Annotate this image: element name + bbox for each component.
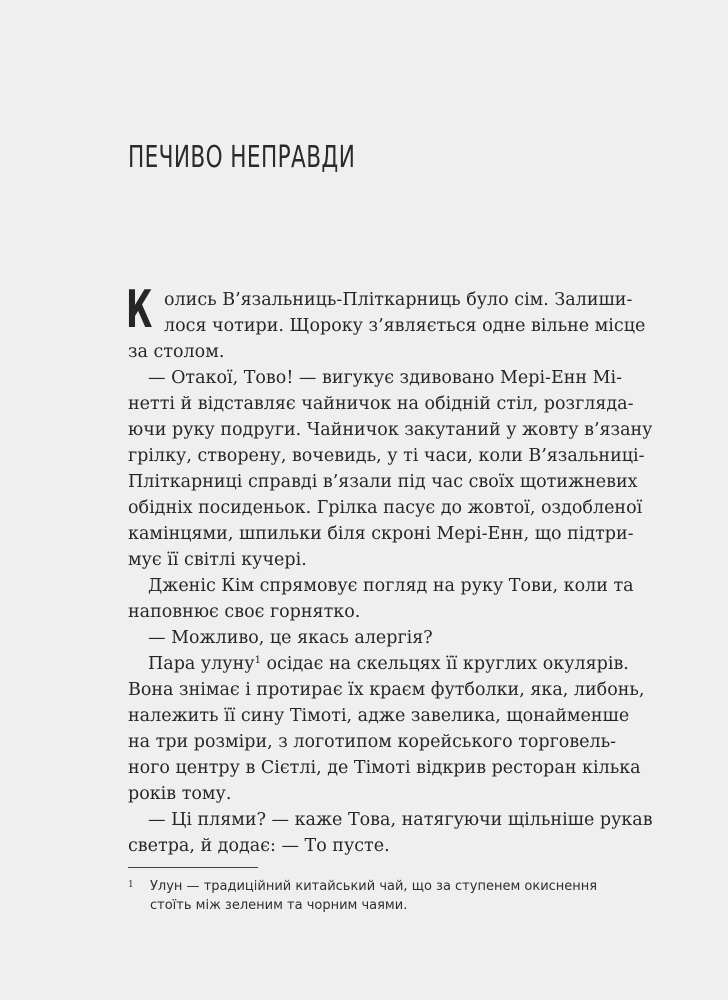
text-line: обідніх посиденьок. Грілка пасує до жовтої, оздобленої bbox=[128, 498, 643, 518]
chapter-title: ПЕЧИВО НЕПРАВДИ bbox=[128, 140, 356, 175]
footnote-divider bbox=[128, 867, 258, 868]
text-fragment: Пара улуну bbox=[148, 654, 255, 674]
text-line-with-footnote-ref bbox=[148, 651, 629, 677]
text-line: Дженіс Кім спрямовує погляд на руку Тови, коли та bbox=[148, 576, 634, 596]
text-line: мує її світлі кучері. bbox=[128, 550, 307, 570]
text-line: ючи руку подруги. Чайничок закутаний у жовту в’язану bbox=[128, 420, 653, 440]
footnote-text-line: стоїть між зеленим та чорним чаями. bbox=[150, 898, 408, 913]
text-line: ного центру в Сієтлі, де Тімоті відкрив ресторан кілька bbox=[128, 758, 641, 778]
text-line: Пліткарниці справді в’язали під час своїх щотижневих bbox=[128, 472, 638, 492]
text-line: років тому. bbox=[128, 784, 232, 804]
footnote-text-line: Улун — традиційний китайський чай, що за ступенем окиснення bbox=[150, 879, 598, 894]
drop-cap: К bbox=[126, 280, 153, 340]
text-fragment: осідає на скельцях її круглих окулярів. bbox=[260, 654, 629, 674]
text-line: належить її сину Тімоті, адже завелика, щонайменше bbox=[128, 706, 630, 726]
text-line: за столом. bbox=[128, 342, 225, 362]
text-line: светра, й додає: — То пусте. bbox=[128, 836, 390, 856]
text-line: лося чотири. Щороку з’являється одне вільне місце bbox=[164, 316, 646, 336]
text-line: камінцями, шпильки біля скроні Мері-Енн, що підтри- bbox=[128, 524, 634, 544]
text-line: — Ці плями? — каже Това, натягуючи щільніше рукав bbox=[148, 810, 653, 830]
footnote-marker: 1 bbox=[128, 880, 134, 890]
text-line: на три розміри, з логотипом корейського торговель- bbox=[128, 732, 617, 752]
text-line: грілку, створену, вочевидь, у ті часи, коли В’язальниці- bbox=[128, 446, 645, 466]
text-line: Вона знімає і протирає їх краєм футболки, яка, либонь, bbox=[128, 680, 645, 700]
text-line: наповнює своє горнятко. bbox=[128, 602, 361, 622]
text-line: — Отакої, Тово! — вигукує здивовано Мері-Енн Мі- bbox=[148, 368, 623, 388]
text-line: олись В’язальниць-Пліткарниць було сім. Залиши- bbox=[164, 290, 633, 310]
text-line: — Можливо, це якась алергія? bbox=[148, 628, 433, 648]
text-line: нетті й відставляє чайничок на обідній стіл, розгляда- bbox=[128, 394, 634, 414]
footnote-reference[interactable]: 1 bbox=[254, 655, 261, 666]
